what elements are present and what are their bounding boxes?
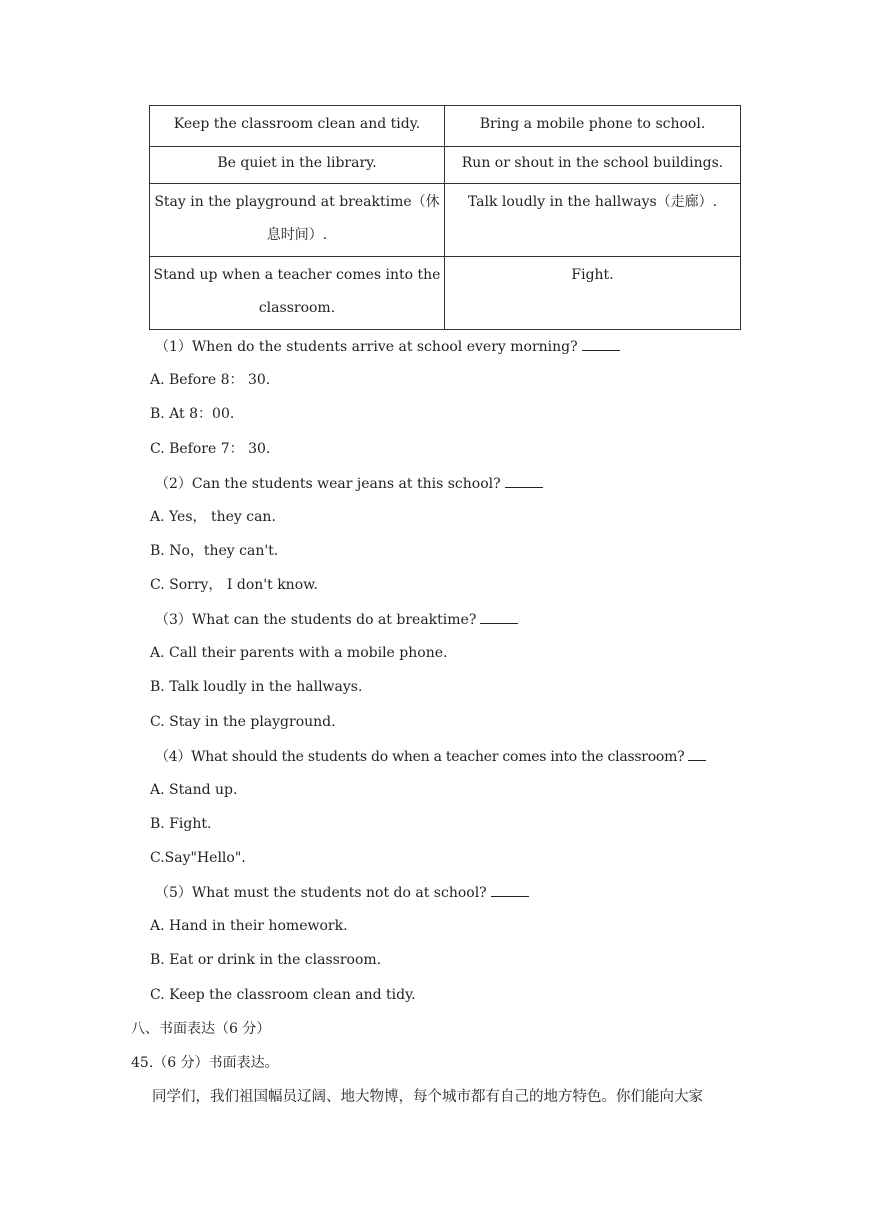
option-4b: B. Fight. [150,816,212,832]
section-heading: 八、书面表达（6 分） [131,1021,271,1037]
question-stem: （5）What must the students not do at school? [155,885,487,901]
question-1 [155,336,620,357]
option-3a: A. Call their parents with a mobile phone. [150,645,448,661]
option-2b: B. No，they can't. [150,543,279,559]
writing-prompt: 同学们，我们祖国幅员辽阔、地大物博，每个城市都有自己的地方特色。你们能向大家 [152,1089,703,1105]
option-4c: C.Say"Hello". [150,850,246,866]
option-1c: C. Before 7： 30. [150,441,271,457]
option-5a: A. Hand in their homework. [150,918,348,934]
table-row [150,257,741,330]
option-1b: B. At 8：00. [150,406,235,422]
answer-blank[interactable] [480,609,518,624]
table-cell: Keep the classroom clean and tidy. [150,106,445,147]
table-cell: Fight. [445,257,741,330]
option-3c: C. Stay in the playground. [150,714,336,730]
question-2 [155,473,543,494]
school-rules-table [149,105,741,330]
option-5b: B. Eat or drink in the classroom. [150,952,382,968]
table-cell: Run or shout in the school buildings. [445,147,741,184]
option-3b: B. Talk loudly in the hallways. [150,679,363,695]
option-5c: C. Keep the classroom clean and tidy. [150,987,416,1003]
option-2c: C. Sorry， I don't know. [150,577,318,593]
answer-blank[interactable] [491,882,529,897]
table-cell: Stand up when a teacher comes into the classroom. [150,257,445,330]
table-row [150,106,741,147]
table-cell: Be quiet in the library. [150,147,445,184]
table-row [150,147,741,184]
table-cell: Bring a mobile phone to school. [445,106,741,147]
answer-blank[interactable] [688,746,706,761]
question-stem: （4）What should the students do when a teacher comes into the classroom? [155,749,685,765]
option-4a: A. Stand up. [150,782,238,798]
option-2a: A. Yes， they can. [150,509,276,525]
table-row [150,184,741,257]
table-cell: Stay in the playground at breaktime（休息时间）. [150,184,445,257]
answer-blank[interactable] [582,336,620,351]
question-45-title: 45.（6 分）书面表达。 [131,1055,279,1071]
question-3 [155,609,518,630]
question-4 [155,746,706,767]
answer-blank[interactable] [505,473,543,488]
question-stem: （2）Can the students wear jeans at this school? [155,476,501,492]
question-stem: （1）When do the students arrive at school every morning? [155,339,578,355]
table-cell: Talk loudly in the hallways（走廊）. [445,184,741,257]
question-stem: （3）What can the students do at breaktime? [155,612,477,628]
option-1a: A. Before 8： 30. [150,372,271,388]
question-5 [155,882,529,903]
